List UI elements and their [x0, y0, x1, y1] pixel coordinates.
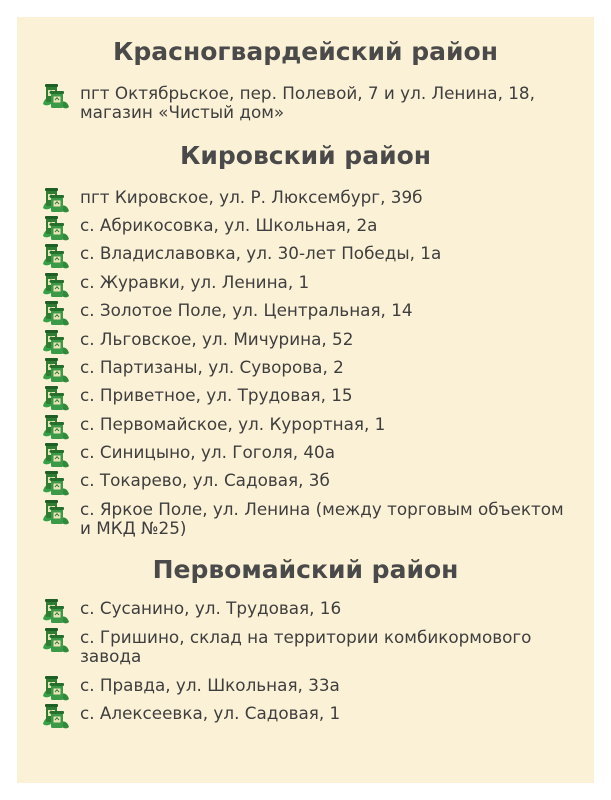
recycling-bins-icon	[41, 186, 71, 216]
recycling-bins-icon	[41, 356, 71, 386]
address-text: с. Журавки, ул. Ленина, 1	[80, 272, 310, 292]
address-text: с. Яркое Поле, ул. Ленина (между торговым объектом и МКД №25)	[80, 499, 564, 538]
section-pervomaysky	[17, 557, 594, 582]
address-text: с. Синицыно, ул. Гоголя, 40а	[80, 442, 336, 462]
recycling-bins-icon	[41, 299, 71, 329]
address-text: пгт Октябрьское, пер. Полевой, 7 и ул. Ленина, 18, магазин «Чистый дом»	[80, 83, 535, 122]
recycling-bins-icon	[41, 702, 71, 732]
list-item	[41, 84, 571, 122]
list-item	[41, 599, 571, 627]
address-text: с. Приветное, ул. Трудовая, 15	[80, 385, 353, 405]
list-item	[41, 500, 571, 538]
recycling-bins-icon	[41, 441, 71, 471]
recycling-bins-icon	[41, 214, 71, 244]
address-text: с. Правда, ул. Школьная, 33а	[80, 675, 340, 695]
address-text: с. Золотое Поле, ул. Центральная, 14	[80, 300, 413, 320]
recycling-bins-icon	[41, 597, 71, 627]
recycling-bins-icon	[41, 328, 71, 358]
section-krasnogvardeysky	[17, 39, 594, 64]
section-title: Кировский район	[179, 141, 432, 170]
recycling-bins-icon	[41, 242, 71, 272]
list-item	[41, 301, 571, 329]
list-item	[41, 386, 571, 414]
address-text: с. Партизаны, ул. Суворова, 2	[80, 357, 344, 377]
section-title: Красногвардейский район	[112, 37, 499, 66]
list-item	[41, 188, 571, 216]
address-text: с. Гришино, склад на территории комбикормового завода	[80, 627, 532, 666]
recycling-bins-icon	[41, 271, 71, 301]
list-item	[41, 628, 571, 666]
address-text: с. Алексеевка, ул. Садовая, 1	[80, 703, 341, 723]
recycling-bins-icon	[41, 469, 71, 499]
list-item	[41, 273, 571, 301]
recycling-bins-icon	[41, 82, 71, 112]
info-card	[17, 17, 594, 783]
list-item	[41, 415, 571, 443]
address-text: пгт Кировское, ул. Р. Люксембург, 39б	[80, 187, 423, 207]
list-item	[41, 244, 571, 272]
address-text: с. Первомайское, ул. Курортная, 1	[80, 414, 386, 434]
section-title: Первомайский район	[152, 555, 459, 584]
list-item	[41, 676, 571, 704]
recycling-bins-icon	[41, 626, 71, 656]
list-item	[41, 704, 571, 732]
list-item	[41, 443, 571, 471]
recycling-bins-icon	[41, 384, 71, 414]
address-text: с. Токарево, ул. Садовая, 3б	[80, 470, 330, 490]
section-kirovsky	[17, 143, 594, 168]
list-item	[41, 216, 571, 244]
recycling-bins-icon	[41, 498, 71, 528]
recycling-bins-icon	[41, 413, 71, 443]
recycling-bins-icon	[41, 674, 71, 704]
list-item	[41, 471, 571, 499]
address-text: с. Владиславовка, ул. 30-лет Победы, 1а	[80, 243, 442, 263]
address-text: с. Абрикосовка, ул. Школьная, 2а	[80, 215, 378, 235]
list-item	[41, 330, 571, 358]
address-text: с. Сусанино, ул. Трудовая, 16	[80, 598, 342, 618]
list-item	[41, 358, 571, 386]
address-text: с. Льговское, ул. Мичурина, 52	[80, 329, 354, 349]
